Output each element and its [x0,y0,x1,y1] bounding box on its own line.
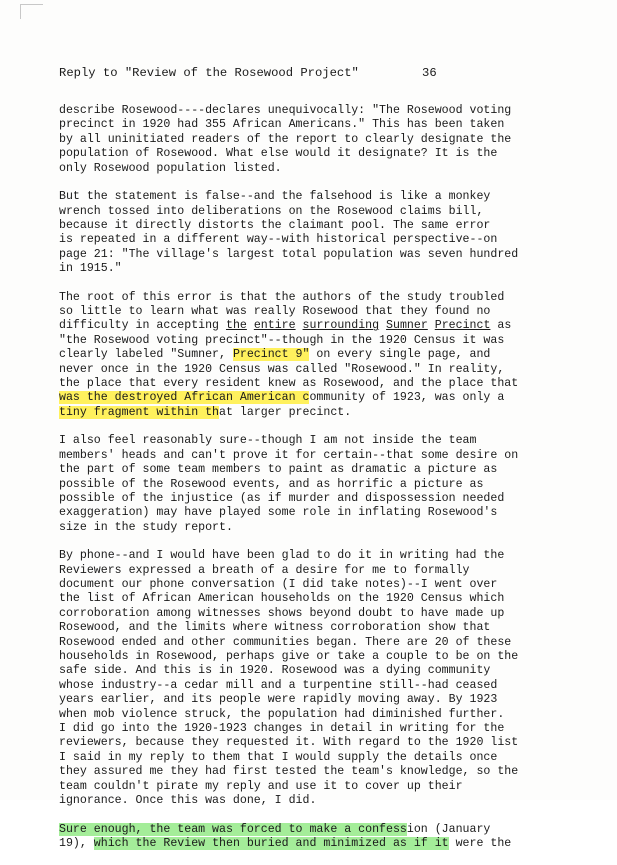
text-segment: when mob violence struck, the population had diminished further. [59,707,505,721]
text-segment: But the statement is false--and the falsehood is like a monkey [59,190,491,204]
text-segment [247,319,254,332]
underlined-text: surrounding [302,319,380,333]
text-segment: safe side. And this is in 1920. Rosewood was a dying community [59,664,491,678]
text-line [59,133,599,147]
text-segment: size in the study report. [59,520,233,534]
text-line [59,319,599,333]
text-segment: possible of the Rosewood events, and as horrific a picture as [59,477,484,491]
text-line [59,664,599,678]
text-segment: page 21: "The village's largest total population was seven hundred [59,247,519,261]
text-segment: is repeated in a different way--with historical perspective--on [59,233,498,247]
text-line [59,708,599,722]
text-segment: describe Rosewood----declares unequivocally: "The Rosewood voting [59,104,512,117]
underlined-text: the [225,319,247,333]
text-line [59,794,599,808]
text-segment: wrench tossed into deliberations on the Rosewood claims bill, [59,204,484,218]
text-line [59,291,599,305]
text-line [59,147,599,161]
page-header-title: Reply to "Review of the Rosewood Project" [59,66,359,80]
text-line [59,363,599,377]
text-line [59,492,599,506]
text-line [59,751,599,765]
text-line [59,334,599,348]
text-line [59,434,599,448]
text-line [59,463,599,477]
text-line [59,578,599,592]
paragraph [59,104,599,176]
text-segment: by all uninitiated readers of the report to clearly designate the [59,132,512,146]
paragraph [59,823,599,852]
text-segment: were the [448,836,512,850]
text-segment: team couldn't pirate my reply and use it to cover up their [59,779,463,793]
text-segment: Rosewood ended and other communities began. There are 20 of these [59,635,512,649]
text-line [59,765,599,779]
text-line [59,478,599,492]
text-segment: households in Rosewood, perhaps give or take a couple to be on the [59,650,519,664]
text-segment: I said in my reply to them that I would supply the details once [59,750,498,764]
text-segment: The root of this error is that the authors of the study troubled [59,290,505,304]
text-line [59,104,599,118]
text-segment [296,319,303,332]
text-segment: never once in the 1920 Census was called "Rosewood." In reality, [59,362,505,376]
text-line [59,348,599,362]
green-highlighted-text: which the Review then buried and minimized as if it [93,836,449,850]
text-line [59,549,599,563]
text-line [59,262,599,276]
text-line [59,722,599,736]
text-segment: corroboration among witnesses shows beyond doubt to have made up [59,606,505,620]
text-segment: I did go into the 1920-1923 changes in detail in writing for the [59,721,505,735]
text-line [59,162,599,176]
text-segment: members' heads and can't prove it for certain--that some desire on [59,448,519,462]
text-segment: whose industry--a cedar mill and a turpentine still--had ceased [59,678,498,692]
text-segment: By phone--and I would have been glad to do it in writing had the [59,549,505,563]
text-line [59,248,599,262]
underlined-text: Sumner [386,319,428,333]
text-line [59,190,599,204]
text-segment: the part of some team members to paint as dramatic a picture as [59,463,498,477]
text-segment: the place that every resident knew as Rosewood, and the place that [59,377,519,391]
yellow-highlighted-text: Precinct 9" [232,348,310,362]
text-line [59,449,599,463]
document-body [59,104,599,865]
paragraph [59,549,599,808]
text-line [59,693,599,707]
text-segment: difficulty in accepting [59,319,226,333]
text-line [59,521,599,535]
text-segment: in 1915." [59,262,122,276]
text-segment: I also feel reasonably sure--though I am not inside the team [59,434,477,448]
text-line [59,837,599,851]
text-line [59,406,599,420]
text-segment: years earlier, and its people were rapidly moving away. By 1923 [59,693,498,707]
text-segment: ignorance. Once this was done, I did. [59,793,317,807]
text-segment: document our phone conversation (I did take notes)--I went over [59,578,498,592]
text-segment: precinct in 1920 had 355 African Americans." This has been taken [59,118,505,132]
text-segment: Reviewers expressed a breath of a desire for me to formally [59,563,470,577]
text-line [59,636,599,650]
green-highlighted-text: Sure enough, the team was forced to make a confess [59,822,407,836]
text-line [59,219,599,233]
text-line [59,205,599,219]
text-segment: they assured me they had first tested the team's knowledge, so the [59,765,519,779]
yellow-highlighted-text: was the destroyed African American c [59,391,310,405]
text-segment [428,319,435,332]
text-line [59,650,599,664]
text-segment: "the Rosewood voting precinct"--though in the 1920 Census it was [59,333,505,347]
text-segment: at larger precinct. [219,405,352,419]
text-line [59,305,599,319]
paragraph [59,291,599,421]
text-line [59,780,599,794]
text-segment: so little to learn what was really Rosewood that they found no [59,305,491,319]
text-segment: exaggeration) may have played some role in inflating Rosewood's [59,506,498,520]
text-segment: ommunity of 1923, was only a [309,391,505,405]
paragraph [59,190,599,276]
text-segment: clearly labeled "Sumner, [59,348,233,362]
paragraph [59,434,599,535]
text-segment: possible of the injustice (as if murder and dispossession needed [59,491,505,505]
text-segment: 19), [59,836,94,850]
text-line [59,736,599,750]
page-number: 36 [422,66,437,80]
text-segment: reviewers, because they requested it. With regard to the 1920 list [59,736,519,750]
yellow-highlighted-text: tiny fragment within th [59,405,220,419]
text-segment: population of Rosewood. What else would it designate? It is the [59,147,498,161]
text-line [59,377,599,391]
scan-corner-mark [20,4,43,19]
text-line [59,233,599,247]
text-segment: only Rosewood population listed. [59,161,282,175]
text-line [59,607,599,621]
text-segment: as [490,319,512,333]
text-segment: on every single page, and [309,348,491,362]
text-line [59,506,599,520]
text-line [59,564,599,578]
underlined-text: entire [253,319,296,333]
text-line [59,118,599,132]
text-line [59,823,599,837]
text-line [59,391,599,405]
text-line [59,592,599,606]
text-segment [379,319,386,332]
underlined-text: Precinct [434,319,491,333]
text-segment: Rosewood, and the limits where witness corroboration show that [59,621,491,635]
text-line [59,679,599,693]
text-segment: because it directly distorts the claimant pool. The same error [59,218,491,232]
text-segment: the list of African American households on the 1920 Census which [59,592,505,606]
text-line [59,621,599,635]
text-segment: ion (January [406,822,491,836]
